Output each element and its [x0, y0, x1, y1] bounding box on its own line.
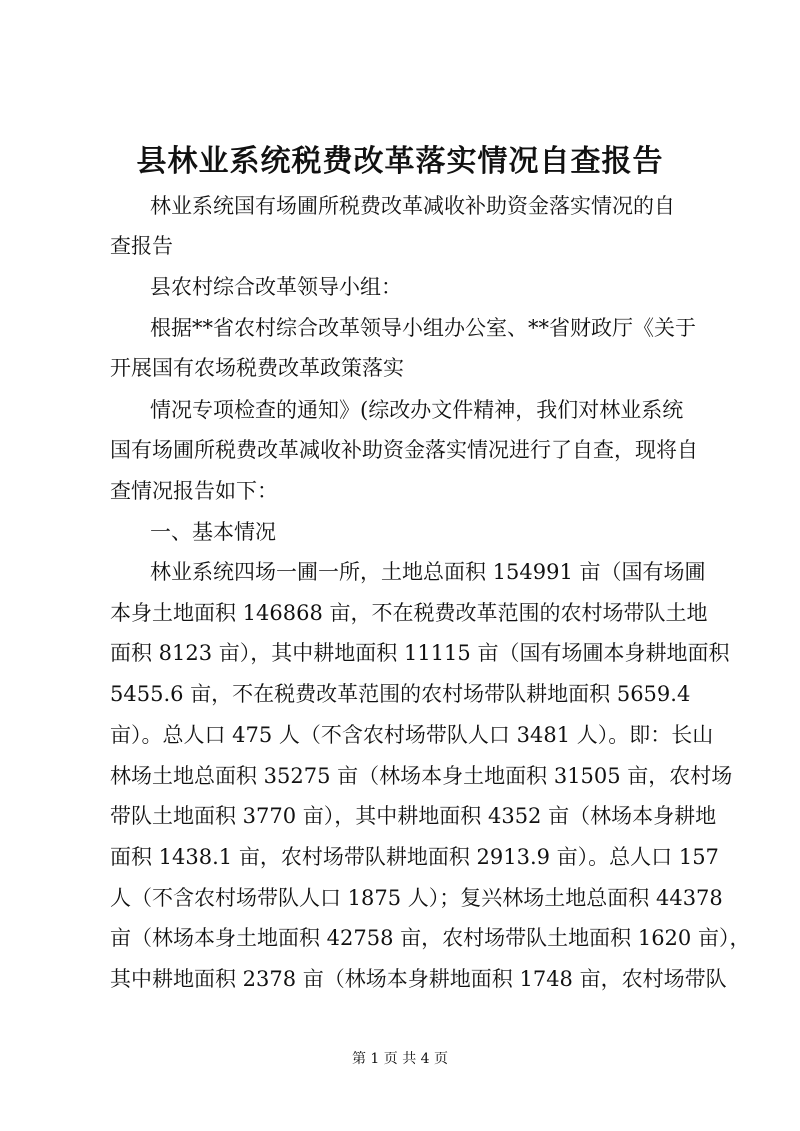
body-line-7: 国有场圃所税费改革减收补助资金落实情况进行了自查，现将自: [110, 438, 698, 462]
body-line-10: 林业系统四场一圃一所，土地总面积 154991 亩（国有场圃: [150, 560, 706, 584]
body-line-11: 本身土地面积 146868 亩，不在税费改革范围的农村场带队土地: [110, 601, 708, 625]
page-number-footer: 第 1 页 共 4 页: [351, 1051, 449, 1067]
body-line-4: 根据**省农村综合改革领导小组办公室、**省财政厅《关于: [150, 316, 696, 340]
section-heading: 一、基本情况: [150, 520, 276, 544]
body-line-2: 查报告: [110, 234, 173, 258]
document-title: 县林业系统税费改革落实情况自查报告: [136, 144, 664, 179]
body-line-12: 面积 8123 亩），其中耕地面积 11115 亩（国有场圃本身耕地面积: [110, 641, 730, 665]
body-line-20: 其中耕地面积 2378 亩（林场本身耕地面积 1748 亩，农村场带队: [110, 967, 727, 991]
body-line-8: 查情况报告如下：: [110, 479, 278, 503]
body-line-15: 林场土地总面积 35275 亩（林场本身土地面积 31505 亩，农村场: [110, 764, 733, 788]
body-line-16: 带队土地面积 3770 亩），其中耕地面积 4352 亩（林场本身耕地: [110, 804, 717, 828]
body-line-3: 县农村综合改革领导小组：: [150, 275, 402, 299]
body-line-13: 5455.6 亩，不在税费改革范围的农村场带队耕地面积 5659.4: [110, 682, 691, 706]
body-line-5: 开展国有农场税费改革政策落实: [110, 356, 404, 380]
body-line-1: 林业系统国有场圃所税费改革减收补助资金落实情况的自: [150, 194, 675, 218]
body-line-14: 亩）。总人口 475 人（不含农村场带队人口 3481 人）。即：长山: [110, 723, 714, 747]
body-line-18: 人（不含农村场带队人口 1875 人）；复兴林场土地总面积 44378: [110, 886, 723, 910]
body-line-19: 亩（林场本身土地面积 42758 亩，农村场带队土地面积 1620 亩），: [110, 926, 751, 950]
body-line-6: 情况专项检查的通知》(综改办文件精神，我们对林业系统: [150, 398, 684, 422]
body-line-17: 面积 1438.1 亩，农村场带队耕地面积 2913.9 亩）。总人口 157: [110, 845, 719, 869]
